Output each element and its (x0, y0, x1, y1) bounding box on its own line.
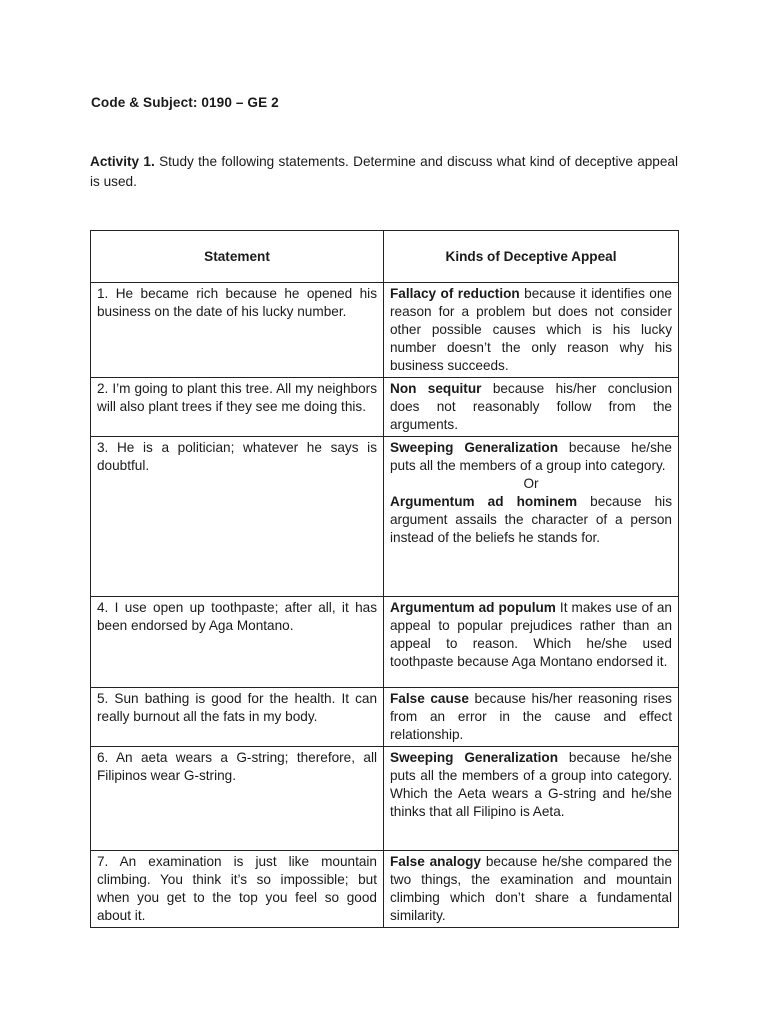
appeal-explanation: because it identifies one reason for a problem but does not consider other possible causes which is his lucky number doesn’t the only reason why his business succeeds. (390, 286, 672, 373)
statement-cell: 4. I use open up toothpaste; after all, it has been endorsed by Aga Montano. (91, 597, 384, 688)
statement-cell: 7. An examination is just like mountain climbing. You think it’s so impossible; but when you get to the top you feel so good about it. (91, 851, 384, 928)
table-row (91, 378, 679, 437)
appeal-term: Sweeping Generalization (390, 750, 559, 765)
appeal-explanation: because he/she puts all the members of a group into category. (390, 440, 672, 473)
appeal-term: False cause (390, 691, 469, 706)
appeal-explanation: because his/her conclusion does not reasonably follow from the arguments. (390, 381, 673, 432)
appeal-explanation: because he/she compared the two things, the examination and mountain climbing which don’t share a fundamental similarity. (390, 854, 672, 923)
table-row (91, 597, 679, 688)
appeal-term: Fallacy of reduction (390, 286, 520, 301)
statement-cell: 2. I’m going to plant this tree. All my neighbors will also plant trees if they see me doing this. (91, 378, 384, 437)
appeal-cell (384, 597, 679, 688)
table-row (91, 851, 679, 928)
appeal-term: Argumentum ad hominem (390, 494, 578, 509)
column-header-appeal: Kinds of Deceptive Appeal (384, 231, 679, 283)
table-row (91, 688, 679, 747)
appeal-option-2 (390, 493, 672, 547)
appeal-term: Sweeping Generalization (390, 440, 559, 455)
statement-cell: 6. An aeta wears a G-string; therefore, all Filipinos wear G-string. (91, 747, 384, 851)
appeal-term: Non sequitur (390, 381, 482, 396)
appeal-cell (384, 851, 679, 928)
table-row (91, 747, 679, 851)
appeal-term: Argumentum ad populum (390, 600, 556, 615)
statement-cell: 5. Sun bathing is good for the health. It can really burnout all the fats in my body. (91, 688, 384, 747)
statement-cell: 3. He is a politician; whatever he says is doubtful. (91, 437, 384, 597)
appeal-explanation: because his/her reasoning rises from an error in the cause and effect relationship. (390, 691, 672, 742)
activity-label: Activity 1. (90, 154, 155, 169)
appeal-term: False analogy (390, 854, 481, 869)
appeal-cell (384, 747, 679, 851)
appeal-explanation: It makes use of an appeal to popular prejudices rather than an appeal to reason. Which he/she used toothpaste because Aga Montano endorsed it. (390, 600, 672, 669)
table-row (91, 283, 679, 378)
column-header-statement: Statement (91, 231, 384, 283)
appeal-explanation: because his argument assails the character of a person instead of the beliefs he stands for. (390, 494, 672, 545)
statement-cell: 1. He became rich because he opened his business on the date of his lucky number. (91, 283, 384, 378)
appeal-cell (384, 688, 679, 747)
code-subject-heading: Code & Subject: 0190 – GE 2 (91, 95, 279, 110)
or-separator: Or (523, 476, 539, 491)
deceptive-appeal-table (90, 230, 679, 928)
appeal-cell (384, 283, 679, 378)
appeal-cell (384, 378, 679, 437)
appeal-cell (384, 437, 679, 597)
table-row (91, 437, 679, 597)
appeal-explanation: because he/she puts all the members of a group into category. Which the Aeta wears a G-string and he/she thinks that all Filipino is Aeta. (390, 750, 672, 819)
table-header-row (91, 231, 679, 283)
activity-text: Study the following statements. Determine and discuss what kind of deceptive appeal is used. (90, 154, 679, 189)
activity-instruction (90, 152, 678, 192)
appeal-option-1 (390, 439, 672, 475)
